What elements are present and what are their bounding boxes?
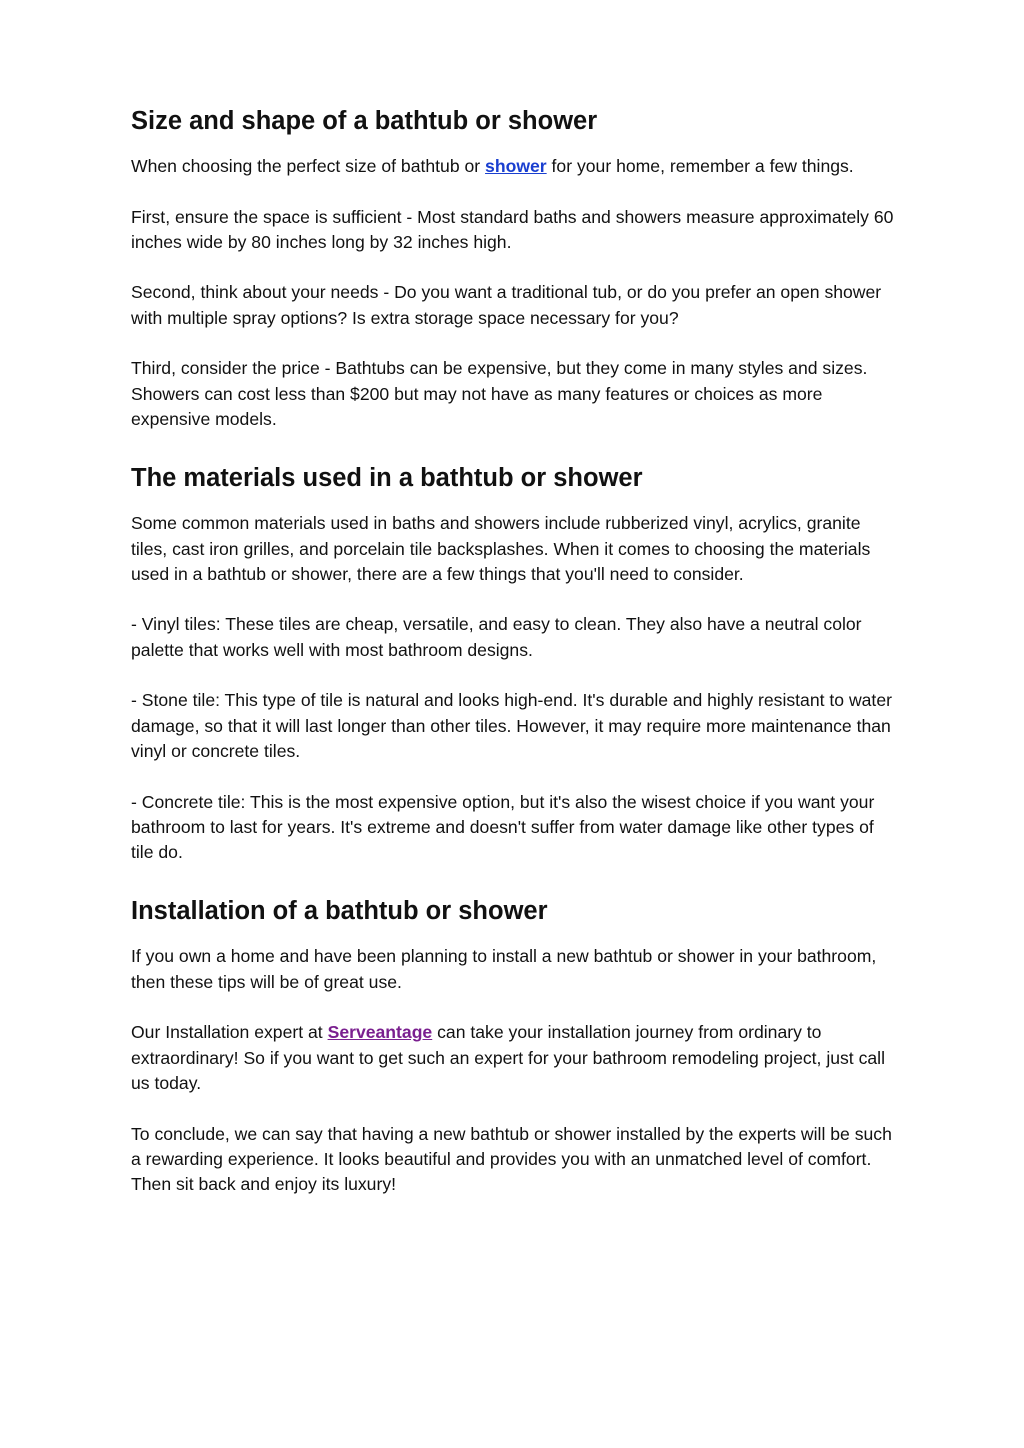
paragraph-concrete-tile: - Concrete tile: This is the most expensive option, but it's also the wisest choice if you want your bathroom to last for years. It's extreme and doesn't suffer from water damage like other types of tile do. [131,791,875,863]
paragraph-expert [131,1020,894,1096]
intro-text-after-link: for your home, remember a few things. [546,156,854,176]
paragraph-stone-tile: - Stone tile: This type of tile is natural and looks high-end. It's durable and highly resistant to water damage, so that it will last longer than other tiles. However, it may require more maintenance than vinyl or concrete tiles. [131,690,892,761]
paragraph-materials-intro: Some common materials used in baths and showers include rubberized vinyl, acrylics, granite tiles, cast iron grilles, and porcelain tile backsplashes. When it comes to choosing the materials used in a bathtub or shower, there are a few things that you'll need to consider. [131,513,871,584]
expert-text-after-link: can take your installation journey from ordinary to extraordinary! So if you want to get such an expert for your bathroom remodeling project, just call us today. [131,1022,885,1093]
paragraph-conclusion: To conclude, we can say that having a new bathtub or shower installed by the experts will be such a rewarding experience. It looks beautiful and provides you with an unmatched level of comfort. Then sit back and enjoy its luxury! [131,1123,892,1195]
intro-text-before-link: When choosing the perfect size of bathtub or [131,156,486,176]
heading-installation: Installation of a bathtub or shower [131,897,548,926]
paragraph-intro [131,154,894,179]
expert-text-before-link: Our Installation expert at [131,1022,328,1043]
paragraph-space: First, ensure the space is sufficient - Most standard baths and showers measure approximately 60 inches wide by 80 inches long by 32 inches high. [131,206,894,252]
paragraph-vinyl-tiles: - Vinyl tiles: These tiles are cheap, versatile, and easy to clean. They also have a neutral color palette that works well with most bathroom designs. [131,614,862,660]
heading-size-and-shape: Size and shape of a bathtub or shower [131,107,598,135]
serveantage-link[interactable]: Serveantage [327,1022,433,1043]
paragraph-needs: Second, think about your needs - Do you want a traditional tub, or do you prefer an open shower with multiple spray options? Is extra storage space necessary for you? [131,282,882,328]
paragraph-installation-intro: If you own a home and have been planning to install a new bathtub or shower in your bathroom, then these tips will be of great use. [131,946,877,992]
heading-materials: The materials used in a bathtub or shower [131,464,643,493]
shower-link[interactable]: shower [485,156,547,176]
paragraph-price: Third, consider the price - Bathtubs can be expensive, but they come in many styles and sizes. Showers can cost less than $200 but may not have as many features or choices as more expensive models. [131,358,868,429]
